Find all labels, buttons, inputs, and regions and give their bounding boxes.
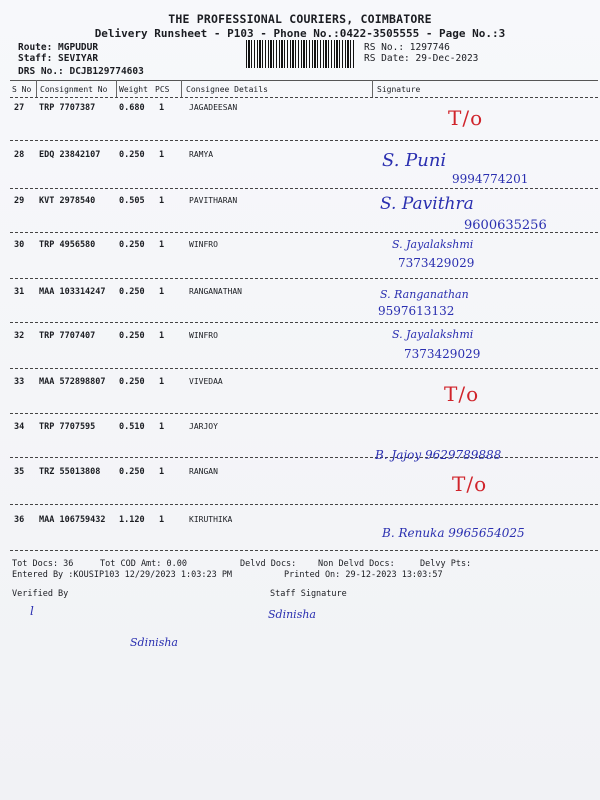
handwritten-phone: 9600635256 <box>464 218 547 233</box>
col-divider <box>116 80 117 97</box>
handwritten-signature: S. Ranganathan <box>380 288 469 301</box>
staff-signature: Sdinisha <box>268 608 316 621</box>
handwritten-signature: S. Puni <box>382 150 447 171</box>
row-sno: 29 <box>14 196 25 206</box>
handwritten-tlo: T/o <box>448 106 484 130</box>
handwritten-phone: 7373429029 <box>398 256 475 270</box>
row-pcs: 1 <box>159 422 165 432</box>
barcode <box>246 40 354 68</box>
drs-number: DRS No.: DCJB129774603 <box>18 66 144 77</box>
row-divider <box>10 457 598 458</box>
row-weight: 0.250 <box>119 150 145 160</box>
row-consignment: MAA 106759432 <box>39 515 106 525</box>
row-divider <box>10 550 598 551</box>
handwritten-phone: 9597613132 <box>378 304 455 318</box>
company-title: THE PROFESSIONAL COURIERS, COIMBATORE <box>168 12 432 26</box>
handwritten-signature: S. Jayalakshmi <box>392 328 474 341</box>
row-consignment: TRP 7707387 <box>39 103 96 113</box>
row-sno: 30 <box>14 240 25 250</box>
row-pcs: 1 <box>159 377 165 387</box>
row-sno: 32 <box>14 331 25 341</box>
handwritten-phone: 9994774201 <box>452 172 529 186</box>
row-consignee: RANGAN <box>189 467 218 476</box>
row-weight: 1.120 <box>119 515 145 525</box>
row-consignment: TRP 7707407 <box>39 331 96 341</box>
col-header-signature: Signature <box>377 85 421 94</box>
row-consignment: MAA 103314247 <box>39 287 106 297</box>
row-consignee: PAVITHARAN <box>189 196 238 205</box>
row-weight: 0.250 <box>119 287 145 297</box>
row-consignee: RAMYA <box>189 150 214 159</box>
handwritten-signature: S. Jayalakshmi <box>392 238 474 251</box>
row-consignee: KIRUTHIKA <box>189 515 233 524</box>
table-header-rule <box>10 97 598 98</box>
row-consignment: TRP 7707595 <box>39 422 96 432</box>
col-header-consignment: Consignment No <box>40 85 108 94</box>
row-consignment: TRZ 55013808 <box>39 467 101 477</box>
row-pcs: 1 <box>159 467 165 477</box>
verified-signature: Sdinisha <box>130 636 178 649</box>
rs-date: RS Date: 29-Dec-2023 <box>364 53 479 64</box>
staff-label: Staff: SEVIYAR <box>18 53 99 64</box>
row-sno: 28 <box>14 150 25 160</box>
col-divider <box>372 80 373 97</box>
route-label: Route: MGPUDUR <box>18 42 99 53</box>
row-sno: 35 <box>14 467 25 477</box>
row-sno: 36 <box>14 515 25 525</box>
handwritten-signature: B. Renuka 9965654025 <box>382 526 525 540</box>
row-weight: 0.680 <box>119 103 145 113</box>
row-consignment: KVT 2978540 <box>39 196 96 206</box>
row-consignee: WINFRO <box>189 240 218 249</box>
row-divider <box>10 140 598 141</box>
row-pcs: 1 <box>159 240 165 250</box>
non-delivered-docs: Non Delvd Docs: <box>318 559 395 569</box>
row-consignment: MAA 572898807 <box>39 377 106 387</box>
row-weight: 0.250 <box>119 467 145 477</box>
rs-number: RS No.: 1297746 <box>364 42 450 53</box>
row-sno: 34 <box>14 422 25 432</box>
total-cod-amount: Tot COD Amt: 0.00 <box>100 559 187 569</box>
row-pcs: 1 <box>159 331 165 341</box>
row-divider <box>10 368 598 369</box>
row-consignee: RANGANATHAN <box>189 287 242 296</box>
row-weight: 0.505 <box>119 196 145 206</box>
row-consignee: JARJOY <box>189 422 218 431</box>
col-header-weight: Weight <box>119 85 148 94</box>
col-header-consignee: Consignee Details <box>186 85 268 94</box>
row-pcs: 1 <box>159 287 165 297</box>
col-header-sno: S No <box>12 85 32 94</box>
col-divider <box>181 80 182 97</box>
row-pcs: 1 <box>159 515 165 525</box>
row-pcs: 1 <box>159 103 165 113</box>
handwritten-signature: S. Pavithra <box>380 194 474 214</box>
runsheet-subtitle: Delivery Runsheet - P103 - Phone No.:0422-3505555 - Page No.:3 <box>94 27 506 40</box>
row-divider <box>10 188 598 189</box>
row-consignee: JAGADEESAN <box>189 103 238 112</box>
row-sno: 27 <box>14 103 25 113</box>
row-sno: 33 <box>14 377 25 387</box>
total-docs: Tot Docs: 36 <box>12 559 74 569</box>
col-header-pcs: PCS <box>155 85 170 94</box>
row-divider <box>10 322 598 323</box>
row-divider <box>10 504 598 505</box>
row-consignee: WINFRO <box>189 331 218 340</box>
row-weight: 0.250 <box>119 331 145 341</box>
handwritten-tlo: T/o <box>444 382 480 406</box>
verified-mark: ⅼ <box>30 604 34 618</box>
row-sno: 31 <box>14 287 25 297</box>
handwritten-tlo: T/o <box>452 472 488 496</box>
row-pcs: 1 <box>159 150 165 160</box>
row-consignment: EDQ 23842107 <box>39 150 101 160</box>
delivered-docs: Delvd Docs: <box>240 559 297 569</box>
delivery-points: Delvy Pts: <box>420 559 472 569</box>
row-consignment: TRP 4956580 <box>39 240 96 250</box>
row-consignee: VIVEDAA <box>189 377 223 386</box>
staff-signature-label: Staff Signature <box>270 589 347 599</box>
col-divider <box>36 80 37 97</box>
row-divider <box>10 413 598 414</box>
row-divider <box>10 278 598 279</box>
row-weight: 0.250 <box>119 377 145 387</box>
row-weight: 0.510 <box>119 422 145 432</box>
entered-by: Entered By :KOUSIP103 12/29/2023 1:03:23 PM <box>12 570 233 580</box>
printed-on: Printed On: 29-12-2023 13:03:57 <box>284 570 443 580</box>
row-weight: 0.250 <box>119 240 145 250</box>
row-pcs: 1 <box>159 196 165 206</box>
table-top-rule <box>10 80 598 81</box>
handwritten-phone: 7373429029 <box>404 347 481 361</box>
verified-by-label: Verified By <box>12 589 69 599</box>
handwritten-signature: B. Jajoy 9629789888 <box>375 448 502 462</box>
